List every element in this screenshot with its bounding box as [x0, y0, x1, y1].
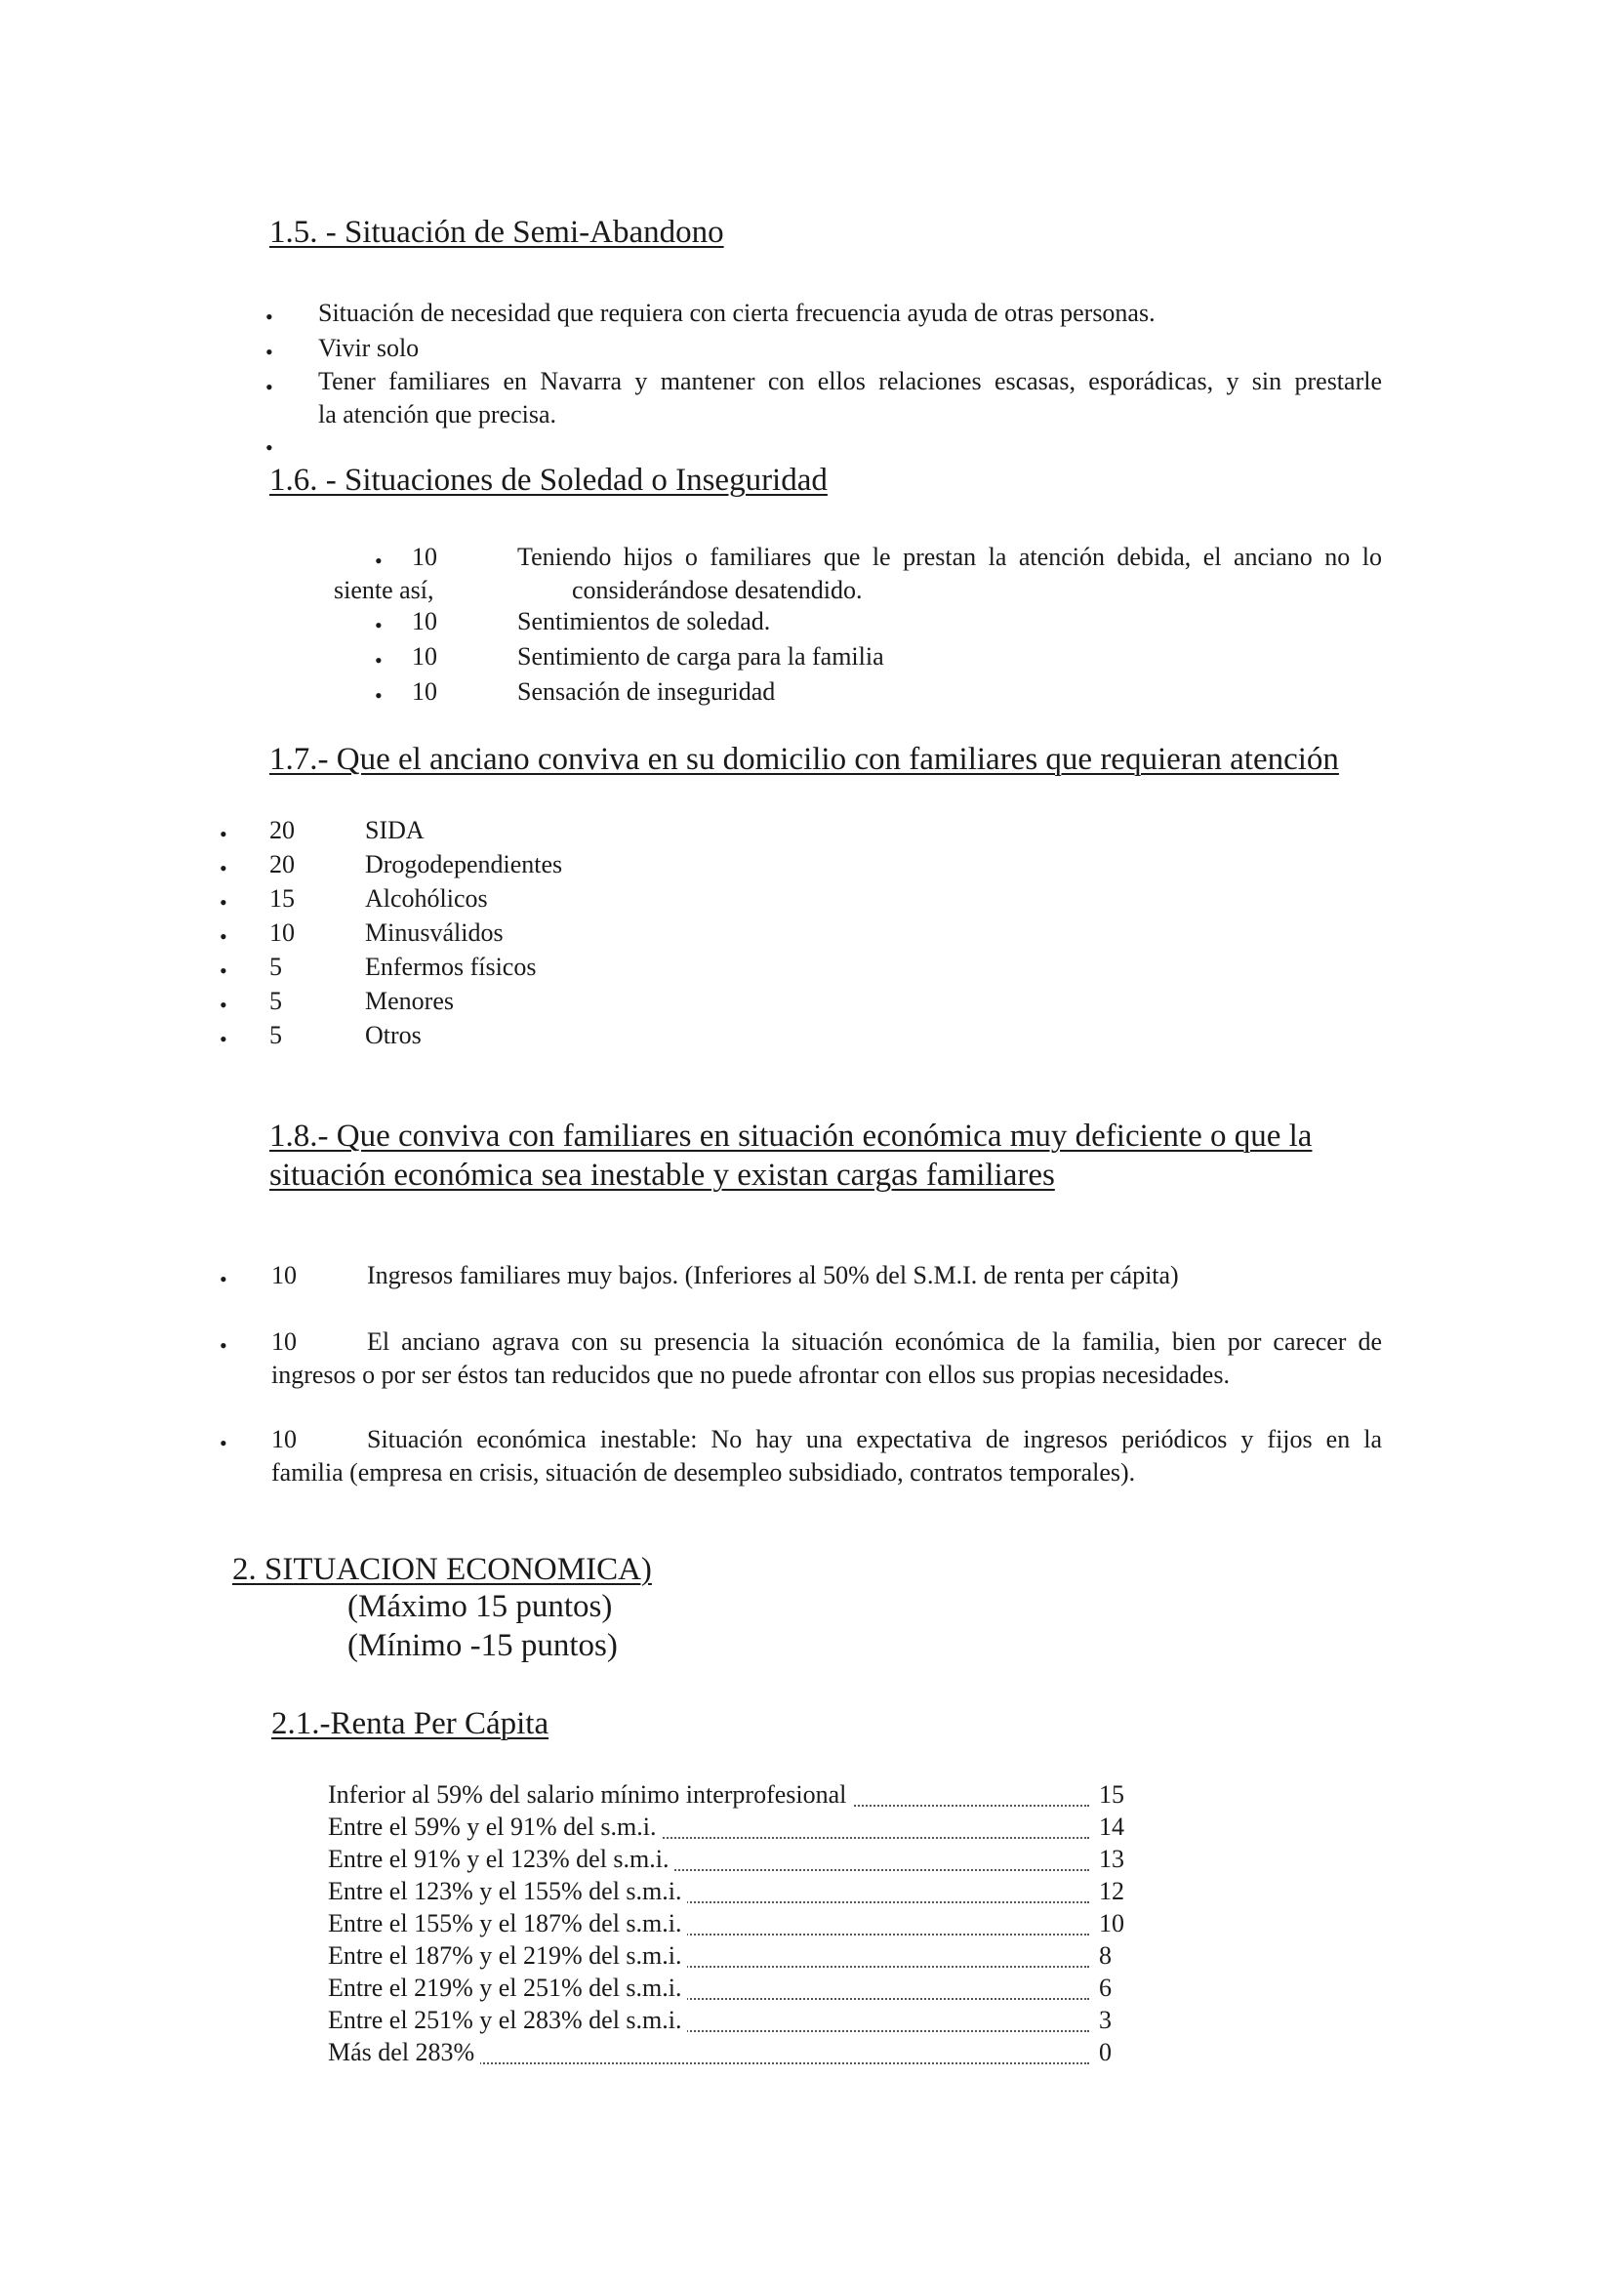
table-row	[328, 1845, 1128, 1877]
row-label: Enfermos físicos	[365, 953, 537, 981]
row-points: 15	[1099, 1780, 1124, 1809]
row-label: Más del 283%	[328, 2038, 480, 2067]
points: 10	[269, 918, 295, 947]
row-continuation-left: siente así,	[334, 576, 434, 604]
row-text: Ingresos familiares muy bajos. (Inferiores al 50% del S.M.I. de renta per cápita)	[367, 1261, 1179, 1289]
row-points: 3	[1099, 2006, 1112, 2034]
row-text: Sentimientos de soledad.	[517, 607, 771, 635]
table-row	[328, 1780, 1128, 1813]
table-row	[328, 1877, 1128, 1909]
points: 5	[269, 953, 282, 981]
row-continuation: ingresos o por ser éstos tan reducidos que no puede afrontar con ellos sus propias necesidades.	[271, 1361, 1230, 1389]
row-label: Entre el 187% y el 219% del s.m.i.	[328, 1941, 687, 1971]
row-text: Situación económica inestable: No hay una expectativa de ingresos periódicos y fijos en la	[367, 1425, 1382, 1453]
table-row	[328, 2006, 1128, 2038]
renta-table	[328, 1780, 1128, 2070]
list-item: Vivir solo	[318, 334, 420, 362]
row-label: Entre el 91% y el 123% del s.m.i.	[328, 1845, 674, 1874]
bullet: •	[220, 1027, 227, 1051]
bullet: •	[265, 340, 273, 364]
points: 10	[271, 1425, 297, 1453]
points: 20	[269, 850, 295, 878]
list-item: Situación de necesidad que requiera con cierta frecuencia ayuda de otras personas.	[318, 299, 1156, 327]
row-label: Entre el 251% y el 283% del s.m.i.	[328, 2006, 687, 2035]
row-text: Sentimiento de carga para la familia	[517, 642, 884, 671]
row-label: Entre el 123% y el 155% del s.m.i.	[328, 1877, 687, 1906]
row-label: Otros	[365, 1021, 422, 1049]
row-label: Inferior al 59% del salario mínimo interprofesional	[328, 1780, 852, 1810]
row-points: 0	[1099, 2038, 1112, 2066]
max-points: (Máximo 15 puntos)	[347, 1589, 613, 1624]
row-label: Menores	[365, 987, 454, 1015]
table-row	[328, 2038, 1128, 2070]
row-points: 8	[1099, 1941, 1112, 1970]
heading-1-7: 1.7.- Que el anciano conviva en su domicilio con familiares que requieran atención	[269, 742, 1339, 777]
heading-1-6: 1.6. - Situaciones de Soledad o Inseguridad	[269, 463, 828, 498]
bullet: •	[220, 1431, 227, 1455]
row-points: 13	[1099, 1845, 1124, 1873]
points: 10	[412, 642, 437, 671]
bullet: •	[220, 958, 227, 983]
min-points: (Mínimo -15 puntos)	[347, 1628, 618, 1663]
points: 5	[269, 987, 282, 1015]
bullet: •	[265, 375, 273, 399]
table-row	[328, 1813, 1128, 1845]
row-label: SIDA	[365, 816, 425, 844]
bullet: •	[220, 1267, 227, 1291]
row-points: 10	[1099, 1909, 1124, 1937]
bullet: •	[220, 1333, 227, 1358]
bullet: •	[375, 549, 383, 573]
table-row	[328, 1941, 1128, 1974]
bullet: •	[220, 856, 227, 880]
points: 10	[271, 1261, 297, 1289]
heading-1-5: 1.5. - Situación de Semi-Abandono	[269, 215, 724, 250]
points: 10	[412, 677, 437, 706]
row-label: Minusválidos	[365, 918, 504, 947]
heading-1-8-line1: 1.8.- Que conviva con familiares en situación económica muy deficiente o que la	[269, 1119, 1313, 1154]
row-continuation-right: considerándose desatendido.	[572, 576, 863, 604]
heading-2: 2. SITUACION ECONOMICA)	[232, 1552, 652, 1587]
bullet: •	[375, 683, 383, 708]
bullet: •	[220, 924, 227, 949]
row-text: El anciano agrava con su presencia la situación económica de la familia, bien por carecer de	[367, 1327, 1382, 1356]
row-label: Entre el 155% y el 187% del s.m.i.	[328, 1909, 687, 1938]
row-points: 12	[1099, 1877, 1124, 1905]
bullet: •	[375, 648, 383, 672]
points: 5	[269, 1021, 282, 1049]
row-label: Entre el 59% y el 91% del s.m.i.	[328, 1813, 662, 1842]
row-text: Teniendo hijos o familiares que le prestan la atención debida, el anciano no lo	[517, 543, 1382, 571]
row-label: Entre el 219% y el 251% del s.m.i.	[328, 1974, 687, 2003]
bullet: •	[220, 993, 227, 1017]
list-item: Tener familiares en Navarra y mantener con ellos relaciones escasas, esporádicas, y sin prestarle	[318, 367, 1382, 395]
row-text: Sensación de inseguridad	[517, 677, 776, 706]
bullet: •	[220, 890, 227, 915]
table-row	[328, 1974, 1128, 2006]
points: 10	[412, 607, 437, 635]
bullet: •	[265, 305, 273, 329]
points: 10	[271, 1327, 297, 1356]
bullet: •	[220, 822, 227, 846]
heading-1-8-line2: situación económica sea inestable y existan cargas familiares	[269, 1158, 1055, 1193]
row-continuation: familia (empresa en crisis, situación de desempleo subsidiado, contratos temporales).	[271, 1458, 1136, 1487]
row-points: 6	[1099, 1974, 1112, 2002]
points: 10	[412, 543, 437, 571]
bullet-empty: •	[265, 435, 273, 460]
row-label: Alcohólicos	[365, 884, 488, 913]
row-points: 14	[1099, 1813, 1124, 1841]
table-row	[328, 1909, 1128, 1941]
points: 20	[269, 816, 295, 844]
bullet: •	[375, 613, 383, 637]
points: 15	[269, 884, 295, 913]
heading-2-1: 2.1.-Renta Per Cápita	[271, 1706, 549, 1741]
list-item-continuation: la atención que precisa.	[318, 400, 556, 428]
row-label: Drogodependientes	[365, 850, 563, 878]
